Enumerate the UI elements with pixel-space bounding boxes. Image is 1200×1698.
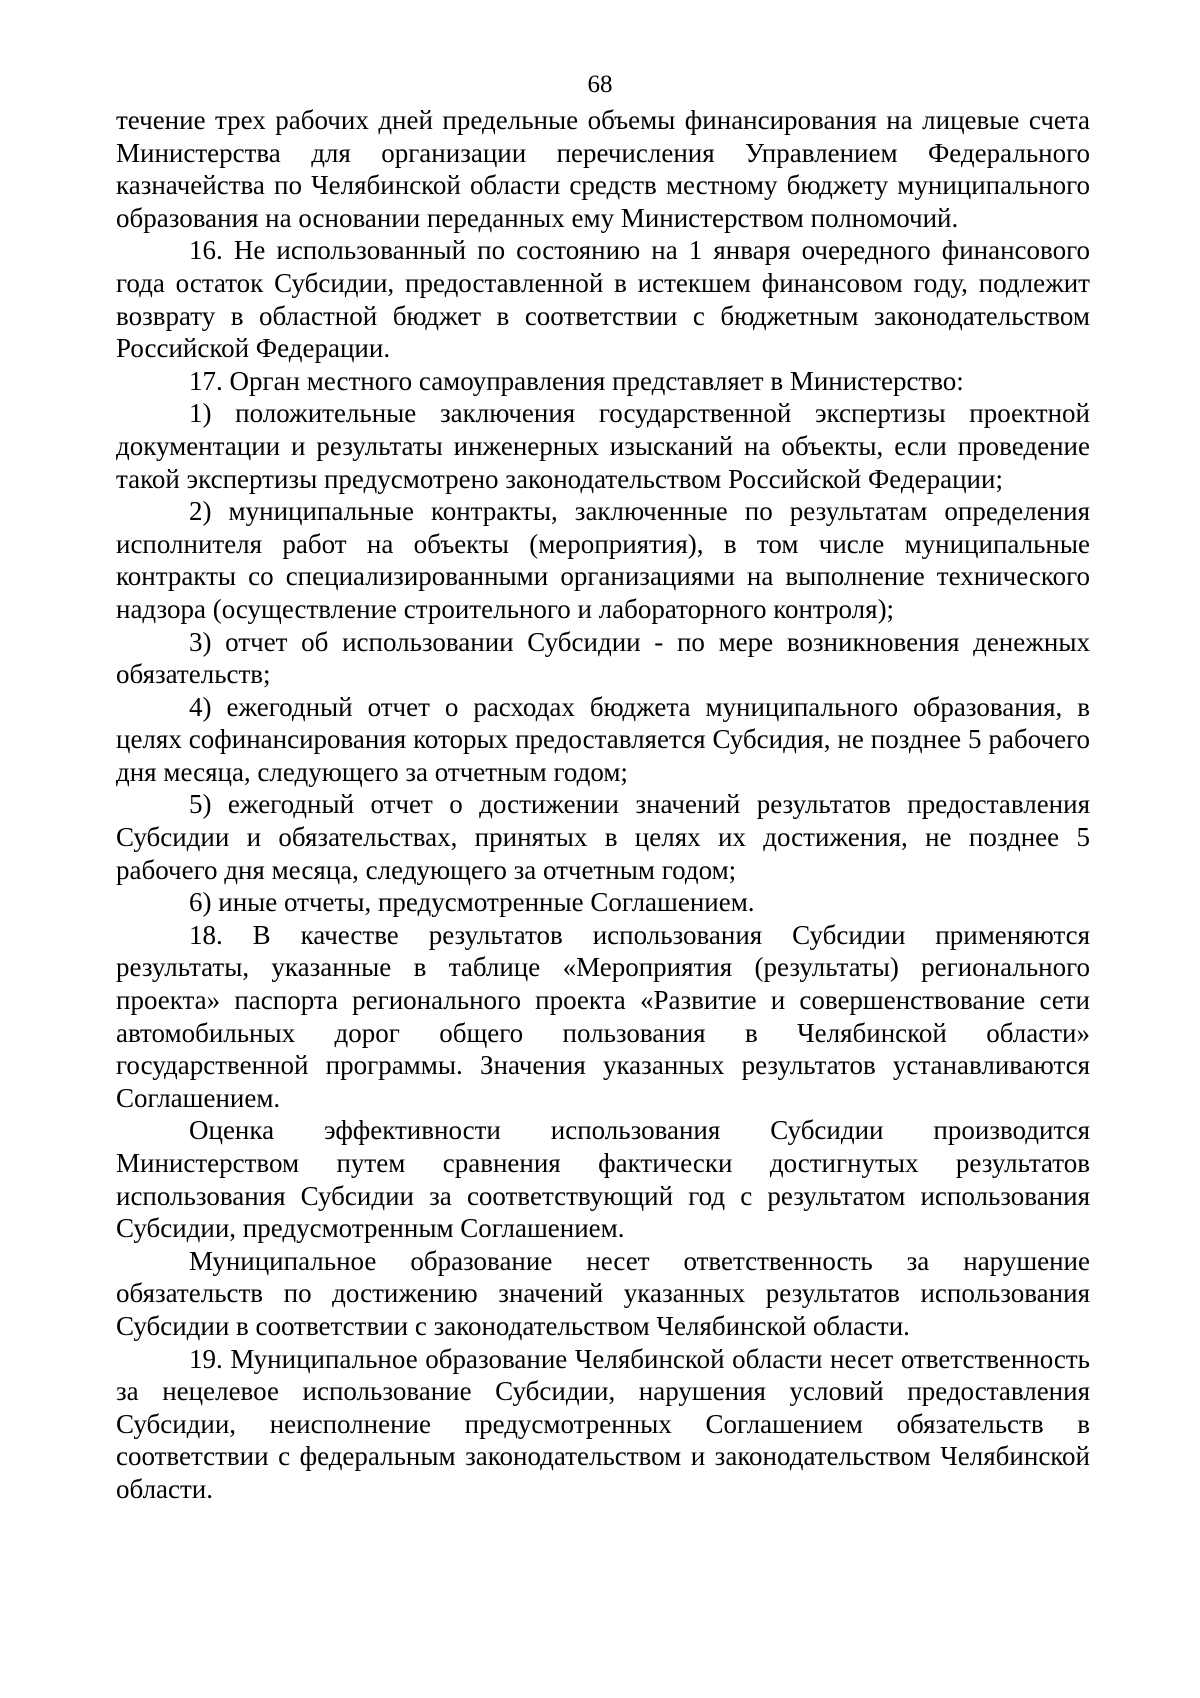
paragraph-item-18: 18. В качестве результатов использования Субсидии применяются результаты, указанные в таблице «Мероприятия (результаты) регионального проекта» паспорта регионального проекта «Развитие и совершенствование сети автомобильных дорог общего пользования в Челябинской области» государственной программы. Значения указанных результатов устанавливаются Соглашением. xyxy=(116,919,1090,1113)
paragraph-item-17: 17. Орган местного самоуправления представляет в Министерство: xyxy=(189,365,964,396)
page-number: 68 xyxy=(587,71,613,98)
paragraph-subitem-5: 5) ежегодный отчет о достижении значений результатов предоставления Субсидии и обязательствах, принятых в целях их достижения, не позднее 5 рабочего дня месяца, следующего за отчетным годом; xyxy=(116,789,1090,885)
paragraph-subitem-6: 6) иные отчеты, предусмотренные Соглашением. xyxy=(189,887,755,918)
document-body xyxy=(116,104,1090,1506)
paragraph-subitem-1: 1) положительные заключения государственной экспертизы проектной документации и результаты инженерных изысканий на объекты, если проведение такой экспертизы предусмотрено законодательством Российской Федерации; xyxy=(116,398,1090,494)
paragraph-subitem-2: 2) муниципальные контракты, заключенные по результатам определения исполнителя работ на объекты (мероприятия), в том числе муниципальные контракты со специализированными организациями на выполнение технического надзора (осуществление строительного и лабораторного контроля); xyxy=(116,496,1090,624)
paragraph-subitem-3: 3) отчет об использовании Субсидии - по мере возникновения денежных обязательств; xyxy=(116,626,1090,690)
paragraph-municipal-responsibility: Муниципальное образование несет ответственность за нарушение обязательств по достижению значений указанных результатов использования Субсидии в соответствии с законодательством Челябинской области. xyxy=(116,1245,1090,1341)
paragraph-continuation: течение трех рабочих дней предельные объемы финансирования на лицевые счета Министерства для организации перечисления Управлением Федерального казначейства по Челябинской области средств местному бюджету муниципального образования на основании переданных ему Министерством полномочий. xyxy=(116,105,1090,233)
paragraph-item-16: 16. Не использованный по состоянию на 1 января очередного финансового года остаток Субсидии, предоставленной в истекшем финансовом году, подлежит возврату в областной бюджет в соответствии с бюджетным законодательством Российской Федерации. xyxy=(116,235,1090,364)
paragraph-efficiency-assessment: Оценка эффективности использования Субсидии производится Министерством путем сравнения фактически достигнутых результатов использования Субсидии за соответствующий год с результатом использования Субсидии, предусмотренным Соглашением. xyxy=(116,1115,1090,1244)
paragraph-item-19: 19. Муниципальное образование Челябинской области несет ответственность за нецелевое использование Субсидии, нарушения условий предоставления Субсидии, неисполнение предусмотренных Соглашением обязательств в соответствии с федеральным законодательством и законодательством Челябинской области. xyxy=(116,1343,1090,1504)
paragraph-subitem-4: 4) ежегодный отчет о расходах бюджета муниципального образования, в целях софинансирования которых предоставляется Субсидия, не позднее 5 рабочего дня месяца, следующего за отчетным годом; xyxy=(116,691,1090,787)
